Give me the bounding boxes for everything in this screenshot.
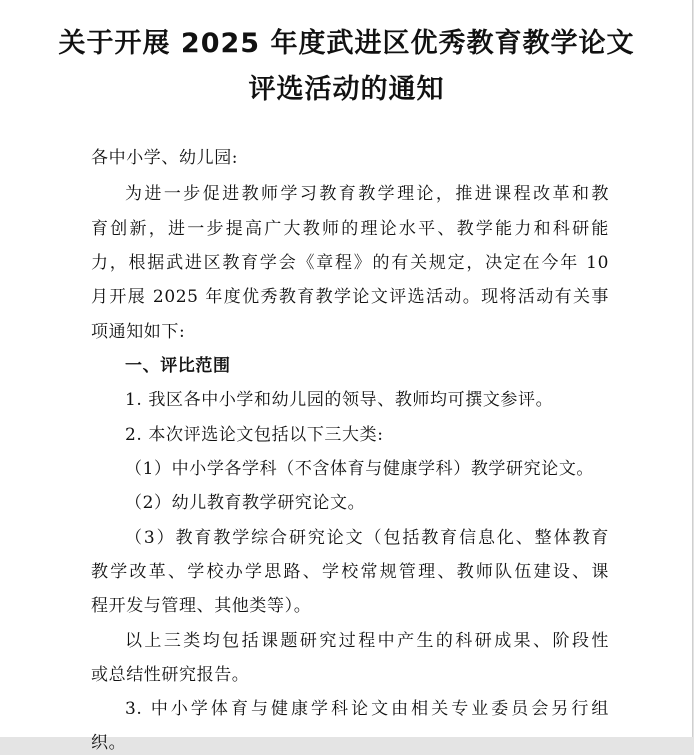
intro-line-5: 项通知如下: [91,322,186,342]
intro-line-1: 为进一步促进教师学习教育教学理论，推进课程改革和教 [125,184,609,204]
salutation: 各中小学、幼儿园: [91,148,239,168]
item-2-1: （1）中小学各学科（不含体育与健康学科）教学研究论文。 [125,459,595,479]
intro-line-2: 育创新，进一步提高广大教师的理论水平、教学能力和科研能 [91,219,609,239]
item-2-3-line-1: （3）教育教学综合研究论文（包括教育信息化、整体教育 [125,528,609,548]
document-title-line-1: 关于开展 2025 年度武进区优秀教育教学论文 [58,28,635,59]
intro-line-3: 力，根据武进区教育学会《章程》的有关规定，决定在今年 10 [91,253,609,273]
document-title-line-2: 评选活动的通知 [248,74,445,105]
note-line-1: 以上三类均包括课题研究过程中产生的科研成果、阶段性 [125,631,609,651]
item-3-line-1: 3. 中小学体育与健康学科论文由相关专业委员会另行组 [125,699,609,719]
intro-line-4: 月开展 2025 年度优秀教育教学论文评选活动。现将活动有关事 [91,287,609,307]
item-2-3-line-2: 教学改革、学校办学思路、学校常规管理、教师队伍建设、课 [91,562,609,582]
note-line-2: 或总结性研究报告。 [91,665,250,685]
item-2-2: （2）幼儿教育教学研究论文。 [125,493,366,513]
item-2-3-line-3: 程开发与管理、其他类等）。 [91,596,312,616]
item-1: 1. 我区各中小学和幼儿园的领导、教师均可撰文参评。 [125,390,554,410]
item-3-line-2: 织。 [91,733,127,753]
item-2: 2. 本次评选论文包括以下三大类: [125,425,384,445]
section-1-heading: 一、评比范围 [125,356,231,376]
